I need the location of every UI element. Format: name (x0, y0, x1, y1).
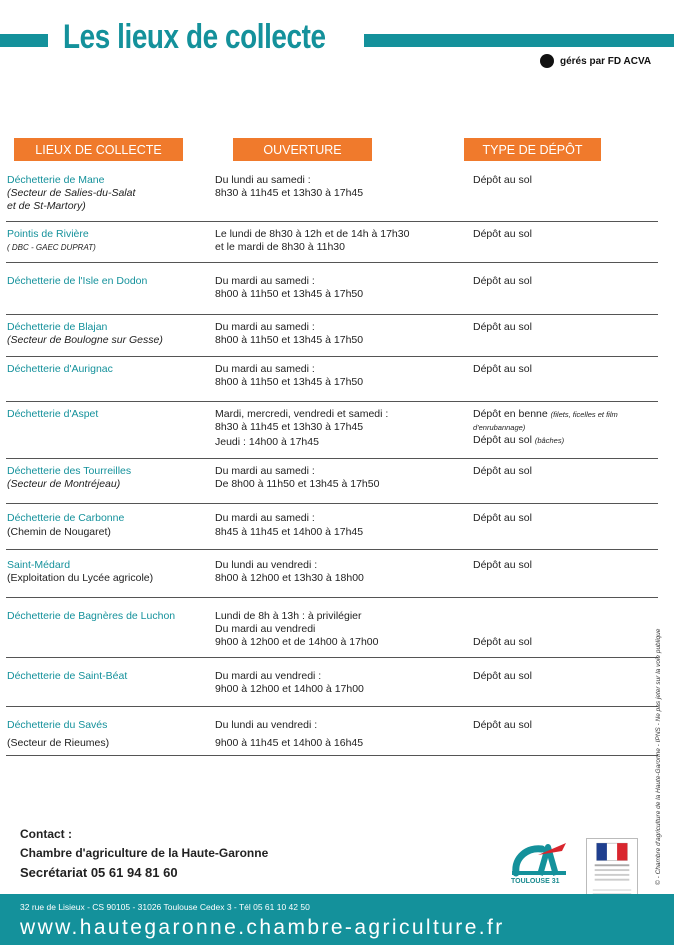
place-name: Pointis de Rivière (7, 228, 89, 240)
table-row (6, 598, 658, 658)
type-cell (473, 636, 658, 649)
place-subtitle: ( DBC - GAEC DUPRAT) (7, 243, 96, 252)
hours-line: Mardi, mercredi, vendredi et samedi : (215, 408, 389, 420)
place-cell (7, 275, 212, 288)
place-name: Déchetterie du Savés (7, 719, 108, 731)
type-cell (473, 228, 658, 241)
hours-line: 8h30 à 11h45 et 13h30 à 17h45 (215, 421, 364, 433)
column-header-place: LIEUX DE COLLECTE (14, 138, 183, 161)
hours-line: Du mardi au samedi : (215, 321, 315, 333)
hours-line: Du mardi au samedi : (215, 363, 315, 375)
deposit-type: Dépôt au sol (473, 559, 532, 571)
table-row (6, 315, 658, 357)
place-cell (7, 228, 212, 254)
hours-cell (215, 610, 465, 649)
legend-text: gérés par FD ACVA (560, 55, 652, 67)
place-cell (7, 719, 212, 750)
place-cell (7, 363, 212, 376)
hours-cell (215, 559, 465, 585)
deposit-type: Dépôt au sol (473, 636, 532, 648)
hours-line: Du mardi au samedi : (215, 512, 315, 524)
page-title: Les lieux de collecte (63, 18, 326, 56)
deposit-type: Dépôt au sol (473, 321, 532, 333)
hours-line: Jeudi : 14h00 à 17h45 (215, 436, 319, 448)
deposit-type (473, 434, 658, 447)
place-name: Déchetterie de Bagnères de Luchon (7, 610, 176, 622)
hours-line: Du mardi au samedi : (215, 465, 315, 477)
collection-table (6, 168, 658, 756)
table-row (6, 707, 658, 756)
hours-cell (215, 408, 465, 449)
place-subtitle: (Secteur de Montréjeau) (7, 478, 121, 490)
table-row (6, 504, 658, 550)
type-cell (473, 559, 658, 572)
type-cell (473, 363, 658, 376)
table-row (6, 550, 658, 598)
place-subtitle: (Secteur de Rieumes) (7, 737, 110, 749)
hours-line: De 8h00 à 11h50 et 13h45 à 17h50 (215, 478, 380, 490)
credit-agricole-caption: TOULOUSE 31 (511, 878, 560, 885)
hours-line: Du lundi au samedi : (215, 174, 311, 186)
place-name: Saint-Médard (7, 559, 71, 571)
hours-cell (215, 275, 465, 301)
contact-organization: Chambre d'agriculture de la Haute-Garonne (20, 846, 269, 860)
legend-dot-icon (540, 54, 554, 68)
contact-block (20, 827, 268, 880)
place-name: Déchetterie des Tourreilles (7, 465, 132, 477)
place-name: Déchetterie de Carbonne (7, 512, 125, 524)
place-cell (7, 321, 212, 347)
type-cell (473, 670, 658, 683)
hours-line: et le mardi de 8h30 à 11h30 (215, 241, 345, 253)
place-name: Déchetterie de l'Isle en Dodon (7, 275, 148, 287)
place-subtitle: (Exploitation du Lycée agricole) (7, 572, 154, 584)
table-row (6, 459, 658, 504)
hours-line: 9h00 à 12h00 et 14h00 à 17h00 (215, 683, 364, 695)
hours-line: Lundi de 8h à 13h : à privilégier (215, 610, 362, 622)
hours-cell (215, 228, 465, 254)
hours-line: 8h00 à 11h50 et 13h45 à 17h50 (215, 334, 364, 346)
deposit-type: Dépôt au sol (473, 512, 532, 524)
hours-cell (215, 512, 465, 539)
side-copyright (655, 555, 667, 885)
hours-line: 8h45 à 11h45 et 14h00 à 17h45 (215, 526, 364, 538)
place-subtitle: (Chemin de Nougaret) (7, 526, 111, 538)
type-cell (473, 512, 658, 525)
table-row (6, 222, 658, 263)
column-header-type: TYPE DE DÉPÔT (464, 138, 601, 161)
place-name: Déchetterie d'Aspet (7, 408, 99, 420)
legend (540, 54, 651, 68)
hours-line: 9h00 à 11h45 et 14h00 à 16h45 (215, 737, 364, 749)
contact-phone: Secrétariat 05 61 94 81 60 (20, 865, 178, 880)
place-cell (7, 465, 212, 491)
hours-line: 9h00 à 12h00 et de 14h00 à 17h00 (215, 636, 379, 648)
title-accent-bar-left (0, 34, 48, 47)
table-row (6, 263, 658, 315)
footer-website-link[interactable]: www.hautegaronne.chambre-agriculture.fr (20, 916, 505, 939)
column-header-hours: OUVERTURE (233, 138, 372, 161)
deposit-type-note: d'enrubannage) (473, 423, 526, 432)
footer (0, 894, 674, 945)
deposit-type-label: Dépôt au sol (473, 434, 532, 446)
hours-line: 8h00 à 11h50 et 13h45 à 17h50 (215, 376, 364, 388)
type-cell (473, 275, 658, 288)
place-subtitle: (Secteur de Boulogne sur Gesse) (7, 334, 163, 346)
type-cell (473, 174, 658, 187)
place-subtitle: (Secteur de Salies-du-Salat (7, 187, 136, 199)
hours-line: Le lundi de 8h30 à 12h et de 14h à 17h30 (215, 228, 410, 240)
hours-line: 8h00 à 11h50 et 13h45 à 17h50 (215, 288, 364, 300)
side-copyright-text: © - Chambre d'agriculture de la Haute-Garonne - IPNS - Ne pas jeter sur la voie publique (655, 628, 662, 885)
place-cell (7, 408, 212, 421)
hours-cell (215, 719, 465, 750)
place-name: Déchetterie de Blajan (7, 321, 108, 333)
place-subtitle: et de St-Martory) (7, 200, 86, 212)
table-row (6, 658, 658, 707)
table-row (6, 168, 658, 222)
deposit-type: Dépôt au sol (473, 275, 532, 287)
deposit-type (473, 408, 658, 421)
table-row (6, 402, 658, 459)
deposit-type: Dépôt au sol (473, 719, 532, 731)
hours-cell (215, 174, 465, 200)
footer-address: 32 rue de Lisieux - CS 90105 - 31026 Toulouse Cedex 3 - Tél 05 61 10 42 50 (20, 902, 310, 912)
deposit-type: Dépôt au sol (473, 670, 532, 682)
deposit-type-note: (bâches) (534, 436, 565, 445)
place-cell (7, 610, 212, 623)
hours-line: Du lundi au vendredi : (215, 719, 318, 731)
type-cell (473, 719, 658, 732)
hours-cell (215, 465, 465, 491)
hours-line: Du mardi au vendredi : (215, 670, 322, 682)
hours-line: Du mardi au vendredi (215, 623, 316, 635)
deposit-type: Dépôt au sol (473, 174, 532, 186)
deposit-type: Dépôt au sol (473, 465, 532, 477)
table-row (6, 357, 658, 402)
place-cell (7, 559, 212, 585)
place-cell (7, 670, 212, 683)
place-name: Déchetterie d'Aurignac (7, 363, 113, 375)
hours-line: Du mardi au samedi : (215, 275, 315, 287)
deposit-type-note: (filets, ficelles et film (550, 410, 618, 419)
hours-line: 8h00 à 12h00 et 13h30 à 18h00 (215, 572, 364, 584)
type-cell (473, 465, 658, 478)
title-accent-bar-right (364, 34, 674, 47)
place-name: Déchetterie de Saint-Béat (7, 670, 128, 682)
place-name: Déchetterie de Mane (7, 174, 105, 186)
hours-cell (215, 321, 465, 347)
deposit-type: Dépôt au sol (473, 363, 532, 375)
hours-line: 8h30 à 11h45 et 13h30 à 17h45 (215, 187, 364, 199)
contact-label: Contact : (20, 827, 72, 841)
place-cell (7, 174, 212, 213)
hours-cell (215, 670, 465, 696)
type-cell (473, 321, 658, 334)
deposit-type-label: Dépôt en benne (473, 408, 548, 420)
deposit-type: Dépôt au sol (473, 228, 532, 240)
hours-cell (215, 363, 465, 389)
hours-line: Du lundi au vendredi : (215, 559, 318, 571)
place-cell (7, 512, 212, 539)
type-cell (473, 408, 658, 447)
